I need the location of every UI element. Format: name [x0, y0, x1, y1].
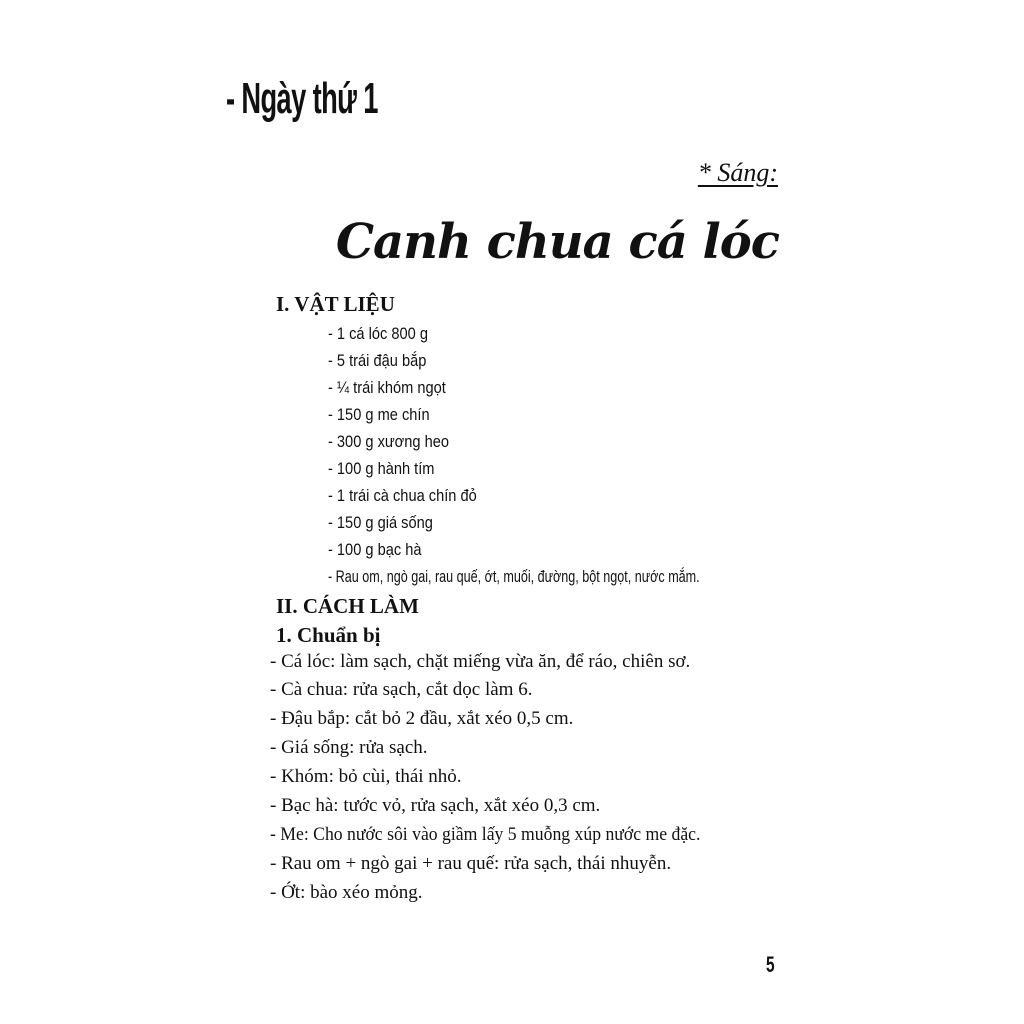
dish-title: Canh chua cá lóc	[335, 214, 779, 270]
step-item	[226, 704, 786, 733]
step-item: - Cá lóc: làm sạch, chặt miếng vừa ăn, để ráo, chiên sơ.	[270, 651, 691, 672]
step-item	[226, 820, 786, 849]
step-item	[226, 762, 786, 791]
step-item	[226, 733, 786, 762]
ingredients-heading: I. VẬT LIỆU	[276, 292, 395, 316]
method-heading: II. CÁCH LÀM	[276, 594, 419, 618]
step-text: - Khóm: bỏ cùi, thái nhỏ.	[270, 766, 462, 787]
ingredient-item: - 1 trái cà chua chín đỏ	[328, 486, 477, 505]
ingredient-item: - 300 g xương heo	[328, 432, 449, 451]
step-item	[226, 675, 786, 704]
page-number: 5	[766, 952, 775, 977]
step-item	[226, 791, 786, 820]
step-item	[226, 878, 786, 907]
step-text: - Rau om + ngò gai + rau quế: rửa sạch, thái nhuyễn.	[270, 853, 672, 874]
step-text: - Me: Cho nước sôi vào giầm lấy 5 muỗng xúp nước me đặc.	[270, 824, 701, 845]
step-text: - Bạc hà: tước vỏ, rửa sạch, xắt xéo 0,3 cm.	[270, 795, 601, 816]
ingredient-list	[328, 320, 830, 590]
ingredient-item: - 1 cá lóc 800 g	[328, 324, 428, 343]
preparation-steps	[226, 648, 786, 907]
method-subheading: 1. Chuẩn bị	[276, 623, 381, 647]
step-item	[226, 849, 786, 878]
step-text: - Giá sống: rửa sạch.	[270, 737, 428, 758]
ingredient-item: - 5 trái đậu bắp	[328, 351, 427, 370]
day-title: - Ngày thứ 1	[226, 74, 378, 123]
ingredient-item: - ¼ trái khóm ngọt	[328, 378, 446, 397]
ingredient-item: - 150 g me chín	[328, 405, 430, 424]
ingredient-item: - Rau om, ngò gai, rau quế, ớt, muối, đường, bột ngọt, nước mắm.	[328, 567, 700, 586]
meal-label: * Sáng:	[697, 158, 778, 187]
step-text: - Ớt: bào xéo mỏng.	[270, 882, 423, 903]
ingredient-item: - 150 g giá sống	[328, 513, 433, 532]
ingredient-item: - 100 g bạc hà	[328, 540, 422, 559]
ingredient-item: - 100 g hành tím	[328, 459, 435, 478]
step-text: - Đậu bắp: cắt bỏ 2 đầu, xắt xéo 0,5 cm.	[270, 708, 574, 729]
step-text: - Cà chua: rửa sạch, cắt dọc làm 6.	[270, 679, 533, 700]
